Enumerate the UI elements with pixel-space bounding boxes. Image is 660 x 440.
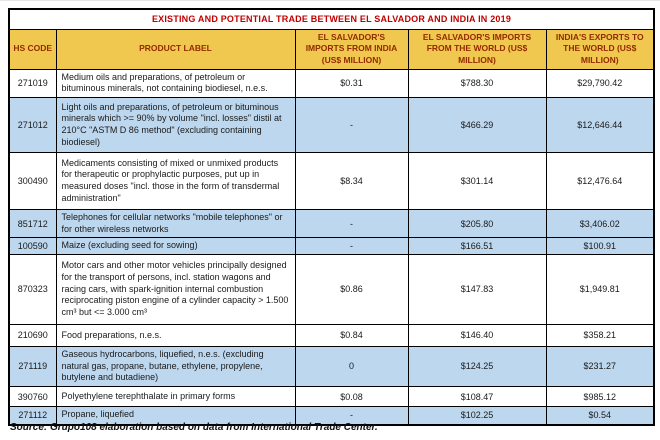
hs-code-cell: 851712 xyxy=(9,209,56,237)
imports-from-world-cell: $205.80 xyxy=(408,209,546,237)
product-label-cell: Motor cars and other motor vehicles principally designed for the transport of persons, incl. station wagons and racing cars, with spark-ignition internal combustion reciprocating piston engine of a cylinder capacity > 1.500 cm³ but <= 3.000 cm³ xyxy=(56,254,295,324)
table-row xyxy=(9,152,654,209)
product-label-cell: Medium oils and preparations, of petroleum or bituminous minerals, not containing biodiesel, n.e.s. xyxy=(56,69,295,97)
table-row xyxy=(9,69,654,97)
india-exports-world-cell: $0.54 xyxy=(546,407,654,425)
product-label-cell: Telephones for cellular networks "mobile telephones" or for other wireless networks xyxy=(56,209,295,237)
imports-from-india-cell: - xyxy=(295,238,408,255)
column-header-hs-code: HS CODE xyxy=(9,29,56,69)
imports-from-india-cell: - xyxy=(295,407,408,425)
imports-from-india-cell: $0.08 xyxy=(295,387,408,407)
imports-from-world-cell: $124.25 xyxy=(408,346,546,386)
table-row xyxy=(9,254,654,324)
hs-code-cell: 271019 xyxy=(9,69,56,97)
imports-from-world-cell: $102.25 xyxy=(408,407,546,425)
column-header-product-label: PRODUCT LABEL xyxy=(56,29,295,69)
product-label-cell: Medicaments consisting of mixed or unmixed products for therapeutic or prophylactic purposes, put up in measured doses "incl. those in the form of transdermal administration" xyxy=(56,152,295,209)
imports-from-world-cell: $788.30 xyxy=(408,69,546,97)
india-exports-world-cell: $231.27 xyxy=(546,346,654,386)
india-exports-world-cell: $29,790.42 xyxy=(546,69,654,97)
column-header-india-exports-world: INDIA'S EXPORTS TO THE WORLD (US$ MILLION) xyxy=(546,29,654,69)
column-header-imports-from-india: EL SALVADOR'S IMPORTS FROM INDIA (US$ MILLION) xyxy=(295,29,408,69)
table-header-row xyxy=(9,29,654,69)
imports-from-india-cell: - xyxy=(295,97,408,152)
hs-code-cell: 870323 xyxy=(9,254,56,324)
table-row xyxy=(9,346,654,386)
imports-from-india-cell: $8.34 xyxy=(295,152,408,209)
table-title-row xyxy=(9,9,654,29)
product-label-cell: Food preparations, n.e.s. xyxy=(56,324,295,346)
imports-from-world-cell: $466.29 xyxy=(408,97,546,152)
india-exports-world-cell: $3,406.02 xyxy=(546,209,654,237)
product-label-cell: Light oils and preparations, of petroleum or bituminous minerals which >= 90% by volume "incl. losses" distil at 210°C "ASTM D 86 method" (excluding containing biodiesel) xyxy=(56,97,295,152)
table-title: EXISTING AND POTENTIAL TRADE BETWEEN EL SALVADOR AND INDIA IN 2019 xyxy=(9,9,654,29)
product-label-cell: Polyethylene terephthalate in primary forms xyxy=(56,387,295,407)
imports-from-world-cell: $301.14 xyxy=(408,152,546,209)
hs-code-cell: 300490 xyxy=(9,152,56,209)
hs-code-cell: 210690 xyxy=(9,324,56,346)
india-exports-world-cell: $358.21 xyxy=(546,324,654,346)
imports-from-india-cell: 0 xyxy=(295,346,408,386)
table-row xyxy=(9,97,654,152)
india-exports-world-cell: $985.12 xyxy=(546,387,654,407)
hs-code-cell: 271112 xyxy=(9,407,56,425)
trade-table xyxy=(8,8,655,426)
table-row xyxy=(9,209,654,237)
hs-code-cell: 271012 xyxy=(9,97,56,152)
imports-from-india-cell: $0.84 xyxy=(295,324,408,346)
hs-code-cell: 271119 xyxy=(9,346,56,386)
india-exports-world-cell: $12,646.44 xyxy=(546,97,654,152)
imports-from-world-cell: $146.40 xyxy=(408,324,546,346)
imports-from-world-cell: $108.47 xyxy=(408,387,546,407)
product-label-cell: Maize (excluding seed for sowing) xyxy=(56,238,295,255)
table-row xyxy=(9,387,654,407)
india-exports-world-cell: $12,476.64 xyxy=(546,152,654,209)
column-header-imports-from-world: EL SALVADOR'S IMPORTS FROM THE WORLD (US$ MILLION) xyxy=(408,29,546,69)
source-note: Source: Grupo108 elaboration based on data from International Trade Center. xyxy=(10,422,378,433)
imports-from-india-cell: $0.31 xyxy=(295,69,408,97)
india-exports-world-cell: $1,949.81 xyxy=(546,254,654,324)
imports-from-india-cell: - xyxy=(295,209,408,237)
hs-code-cell: 100590 xyxy=(9,238,56,255)
table-row xyxy=(9,324,654,346)
product-label-cell: Gaseous hydrocarbons, liquefied, n.e.s. (excluding natural gas, propane, butane, ethylene, propylene, butylene and butadiene) xyxy=(56,346,295,386)
india-exports-world-cell: $100.91 xyxy=(546,238,654,255)
product-label-cell: Propane, liquefied xyxy=(56,407,295,425)
imports-from-india-cell: $0.86 xyxy=(295,254,408,324)
hs-code-cell: 390760 xyxy=(9,387,56,407)
imports-from-world-cell: $147.83 xyxy=(408,254,546,324)
table-row xyxy=(9,238,654,255)
imports-from-world-cell: $166.51 xyxy=(408,238,546,255)
